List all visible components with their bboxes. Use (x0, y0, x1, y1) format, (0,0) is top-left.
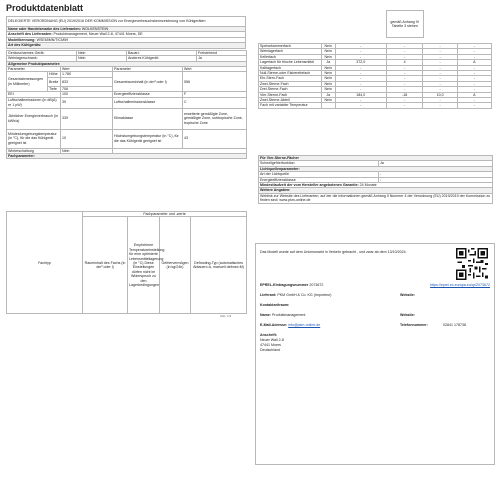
param-cell: Luftschallemissionsklasse (113, 97, 183, 108)
type-cell: Freistehend (197, 51, 247, 56)
supplier-name-label: Name oder Handelsmarke des Lieferanten: (8, 27, 81, 31)
param-cell: Jährlicher Energieverbrauch (in kWh/a) (7, 108, 61, 129)
compartment-cell: - (386, 71, 423, 76)
compartment-cell: 4 (386, 60, 423, 65)
compartment-cell: - (457, 65, 491, 70)
website-label: Website: (400, 293, 415, 297)
licht-cell: - (379, 172, 493, 177)
kontakt-label: Kontaktzeitraum: (260, 303, 290, 307)
compartment-cell: Lagerfach für frische Lebensmittel (259, 60, 322, 65)
compartment-cell: Nein (321, 76, 335, 81)
anschrift-label: Anschrift: (260, 333, 277, 337)
anschrift-line: Neuer Wall 2-8 (260, 338, 284, 342)
eprel-box (255, 243, 495, 465)
compartment-cell: Speisekammerfach (259, 44, 322, 49)
left-page (3, 3, 246, 318)
param-cell: Winterschaltung (7, 148, 61, 153)
eprel-intro: Das Modell wurde auf dem Unionsmarkt in Verkehr gebracht , und zwar ab dem 13/10/2024. (260, 250, 407, 254)
param-cell: erweiterte gemäßigte Zone, gemäßigte Zone, subtropische Zone, tropische Zone (183, 108, 247, 129)
fach-label: Fachparameter: (7, 154, 247, 159)
param-cell: C (183, 97, 247, 108)
vier-label: Für Vier-Sterne-Fächer (259, 156, 493, 161)
anschrift-line: Deutschland (260, 348, 280, 352)
compartment-cell: - (423, 103, 457, 108)
dims-value: 1.780 (61, 72, 113, 77)
model: WSE65MN/TICM59 (36, 37, 69, 42)
compartment-cell: 372,0 (335, 60, 386, 65)
schnell-value: Ja (379, 161, 493, 166)
model-label: Modellkennung: (8, 37, 36, 42)
right-page (255, 10, 495, 240)
compartment-cell: - (423, 98, 457, 103)
compartment-cell: Nein (321, 87, 335, 92)
licht-cell: - (379, 177, 493, 182)
compartment-cell: Weinlagerfach (259, 49, 322, 54)
compartment-table (258, 10, 492, 38)
address-label: Anschrift des Lieferanten: (8, 32, 53, 37)
name-label: Name: (260, 313, 271, 317)
compartment-cell: Nein (321, 81, 335, 86)
tel-label: Telefonnummer: (400, 323, 428, 327)
page-note: Abb. 1/3 (220, 314, 232, 318)
schnell-label: Schnellgefrierfunktion (259, 161, 379, 166)
address: Produktmanagement, Neuer Wall 2-8, 47441 Moers, DE (53, 32, 143, 37)
dims-value: 833 (61, 77, 113, 86)
param-cell: Mindestumgebungstemperatur (in °C), für die das Kühlgerät geeignet ist (7, 129, 61, 148)
compartment-cell: -18 (386, 92, 423, 97)
type-cell: Nein (77, 51, 127, 56)
param-cell: 39 (61, 97, 113, 108)
type-cell: Ja (197, 56, 247, 61)
compartment-cell: - (423, 87, 457, 92)
compartment-cell: - (423, 44, 457, 49)
licht-cell: Art der Lichtquelle (259, 172, 379, 177)
garantie-value: 24 Monate (359, 183, 377, 188)
compartment-cell: - (335, 71, 386, 76)
compartment-cell: Kellerfach (259, 54, 322, 59)
extra-table (258, 155, 493, 204)
compartment-cell: 184,0 (335, 92, 386, 97)
compartment-cell: - (423, 71, 457, 76)
anschrift-line: 47441 Moers (260, 343, 281, 347)
type-label: Art des Kühlgeräts: (7, 43, 246, 48)
compartment-cell: - (386, 103, 423, 108)
eprel-url[interactable]: https://eprel.ec.europa.eu/qr/2073672 (430, 283, 490, 287)
dims-sub: Tiefe (48, 86, 61, 91)
header-table (6, 16, 246, 49)
name-value: Produktmanagement (272, 313, 306, 317)
qr-code (456, 248, 488, 280)
compartment-cell: Ja (321, 92, 335, 97)
compartment-cell: - (386, 44, 423, 49)
compartment-cell: - (457, 44, 491, 49)
param-header: Parameter (113, 67, 183, 72)
email-link[interactable]: info@pkm-online.de (288, 323, 321, 327)
compartment-cell: - (423, 81, 457, 86)
compartment-cell: - (386, 54, 423, 59)
type-table (6, 50, 247, 67)
fach-group-header: Fachparameter und -werte (83, 212, 247, 217)
compartment-cell: - (457, 87, 491, 92)
param-cell: 100 (61, 92, 113, 97)
compartment-cell: Nein (321, 98, 335, 103)
vol-label: Gesamtrauminhalt (in dm³ oder l) (113, 72, 183, 92)
dims-sub: Breite (48, 77, 61, 86)
type-cell: Nein (77, 56, 127, 61)
type-cell: Weinlagerschrank: (7, 56, 77, 61)
intro-text: DELEGIERTE VERORDNUNG (EU) 2019/2016 DER KOMMISSION zur Energieverbrauchskennzeichnung von Kühlgeräten (7, 17, 246, 27)
dims-value: 706 (61, 86, 113, 91)
compartment-cell: - (423, 49, 457, 54)
compartment-cell: Nein (321, 71, 335, 76)
compartment-cell: Ein-Stern-Fach (259, 76, 322, 81)
dims-label: Gesamtabmessungen (in Millimeter) (7, 72, 48, 92)
fach-header: Defrosting-Typ (automatisches Abtauen=A, manuell defrost=M) (191, 217, 247, 314)
param-cell: 43 (183, 129, 247, 148)
compartment-cell: Null-Sterne-oder Eisbereitefach (259, 71, 322, 76)
compartment-cell: - (335, 81, 386, 86)
reg-no: 2073672 (309, 283, 324, 287)
param-cell: F (183, 92, 247, 97)
email-label: E-Mail-Adresse: (260, 323, 288, 327)
compartment-cell: - (335, 98, 386, 103)
compartment-cell: - (386, 81, 423, 86)
compartment-cell: - (457, 76, 491, 81)
compartment-cell: - (423, 54, 457, 59)
compartment-cell: - (423, 65, 457, 70)
compartment-cell: - (457, 71, 491, 76)
compartment-cell: A (457, 92, 491, 97)
param-cell: Energieeffizienzklasse (113, 92, 183, 97)
page-title: Produktdatenblatt (6, 3, 84, 13)
compartment-cell: - (386, 87, 423, 92)
compartment-cell: Vier-Sterne-Fach (259, 92, 322, 97)
type-cell: Geräuscharmes Gerät: (7, 51, 77, 56)
param-cell: 10 (61, 129, 113, 148)
param-table (6, 66, 247, 159)
compartment-cell: A (457, 60, 491, 65)
compartment-cell: - (335, 65, 386, 70)
param-header: Wert (183, 67, 247, 72)
type-cell: Anderes Kühlgerät: (127, 56, 197, 61)
vol-value: 556 (183, 72, 247, 92)
compartment-cell: - (457, 54, 491, 59)
compartment-cell: Nein (321, 49, 335, 54)
compartment-cell: Nein (321, 44, 335, 49)
compartment-cell: Fach mit variabler Temperatur (259, 103, 322, 108)
compartment-cell: - (386, 76, 423, 81)
compartment-cell: - (457, 49, 491, 54)
compartment-cell: - (335, 103, 386, 108)
compartment-cell: - (335, 87, 386, 92)
weitere-label: Weitere Angaben: (259, 188, 493, 193)
reg-label: EPREL-Eintragungsnummer (260, 283, 309, 287)
header-extra: gemäß Anhang IV Tabelle 3 stehen (386, 11, 423, 38)
fach-table (6, 211, 247, 314)
compartment-cell: - (386, 49, 423, 54)
param-header: Wert (61, 67, 113, 72)
compartment-cell: 10,0 (423, 92, 457, 97)
compartment-cell: - (423, 60, 457, 65)
type-cell: Bauart: (127, 51, 197, 56)
compartment-cell: - (335, 76, 386, 81)
compartment-cell: Nein (321, 54, 335, 59)
supplier-name: WOLKENSTEIN (81, 27, 109, 31)
website2-label: Website: (400, 313, 415, 317)
compartment-cell: - (335, 54, 386, 59)
compartment-cell: - (335, 44, 386, 49)
compartment-cell (321, 103, 335, 108)
compartment-cell: - (457, 81, 491, 86)
param-cell: Klimaklasse (113, 108, 183, 129)
lieferant: PKM GmbH & Co. KG (Importeur) (277, 293, 332, 297)
lieferant-label: Lieferant: (260, 293, 277, 297)
param-header: Parameter (7, 67, 61, 72)
allg-label: Allgemeine Produktparameter: (7, 61, 247, 66)
compartment-cell: - (335, 49, 386, 54)
param-cell: 339 (61, 108, 113, 129)
compartment-cell: - (386, 98, 423, 103)
compartment-cell: Zwei-Sterne-Abteil (259, 98, 322, 103)
dims-sub: Höhe (48, 72, 61, 77)
compartment-cell: Nein (321, 65, 335, 70)
param-cell: Luftschallemissionen (in dB(A) re 1 pW) (7, 97, 61, 108)
licht-label: Lichtquellenparameter: (259, 166, 493, 171)
fach-header: Fachtyp (7, 212, 83, 314)
compartment-row (259, 103, 492, 108)
weitere-text: Weblink zur Website des Lieferanten, auf der die Informationen gemäß Anhang II Nummer 4 der Verordnung (EU) 2019/2019 der Kommission zu finden sind: www.pkm-online.de (259, 193, 493, 203)
compartment-cell: Zwei-Sterne-Fach (259, 81, 322, 86)
fach-header: Gefriervermögen (in kg/24h) (160, 217, 191, 314)
garantie-label: Mindestlaufzeit der vom Hersteller angebotenen Garantie: (260, 183, 359, 188)
compartment-cell: Ja (321, 60, 335, 65)
compartment-cell: - (386, 65, 423, 70)
fach-header: Rauminhalt des Fachs (in dm³ oder l) (83, 217, 128, 314)
fach-header: Empfohlene Temperatureinstellung für eine optimierte Lebensmittellagerung (in °C) Diese Einstellungen dürfen nicht im Widerspruch zu den Lagerbedingungen (128, 217, 160, 314)
compartment-rows (258, 43, 492, 109)
licht-cell: Energieeffizienzklasse (259, 177, 379, 182)
compartment-cell: - (457, 103, 491, 108)
param-cell: Nein (61, 148, 113, 153)
compartment-cell: - (423, 76, 457, 81)
param-cell: EEI (7, 92, 61, 97)
param-cell: Höchstumgebungstemperatur (in °C), für die das Kühlgerät geeignet ist (113, 129, 183, 148)
compartment-cell: Kaltlagerfach (259, 65, 322, 70)
compartment-cell: - (457, 98, 491, 103)
compartment-cell: Drei-Sterne-Fach (259, 87, 322, 92)
tel-value: 02841 178738 (443, 323, 466, 327)
